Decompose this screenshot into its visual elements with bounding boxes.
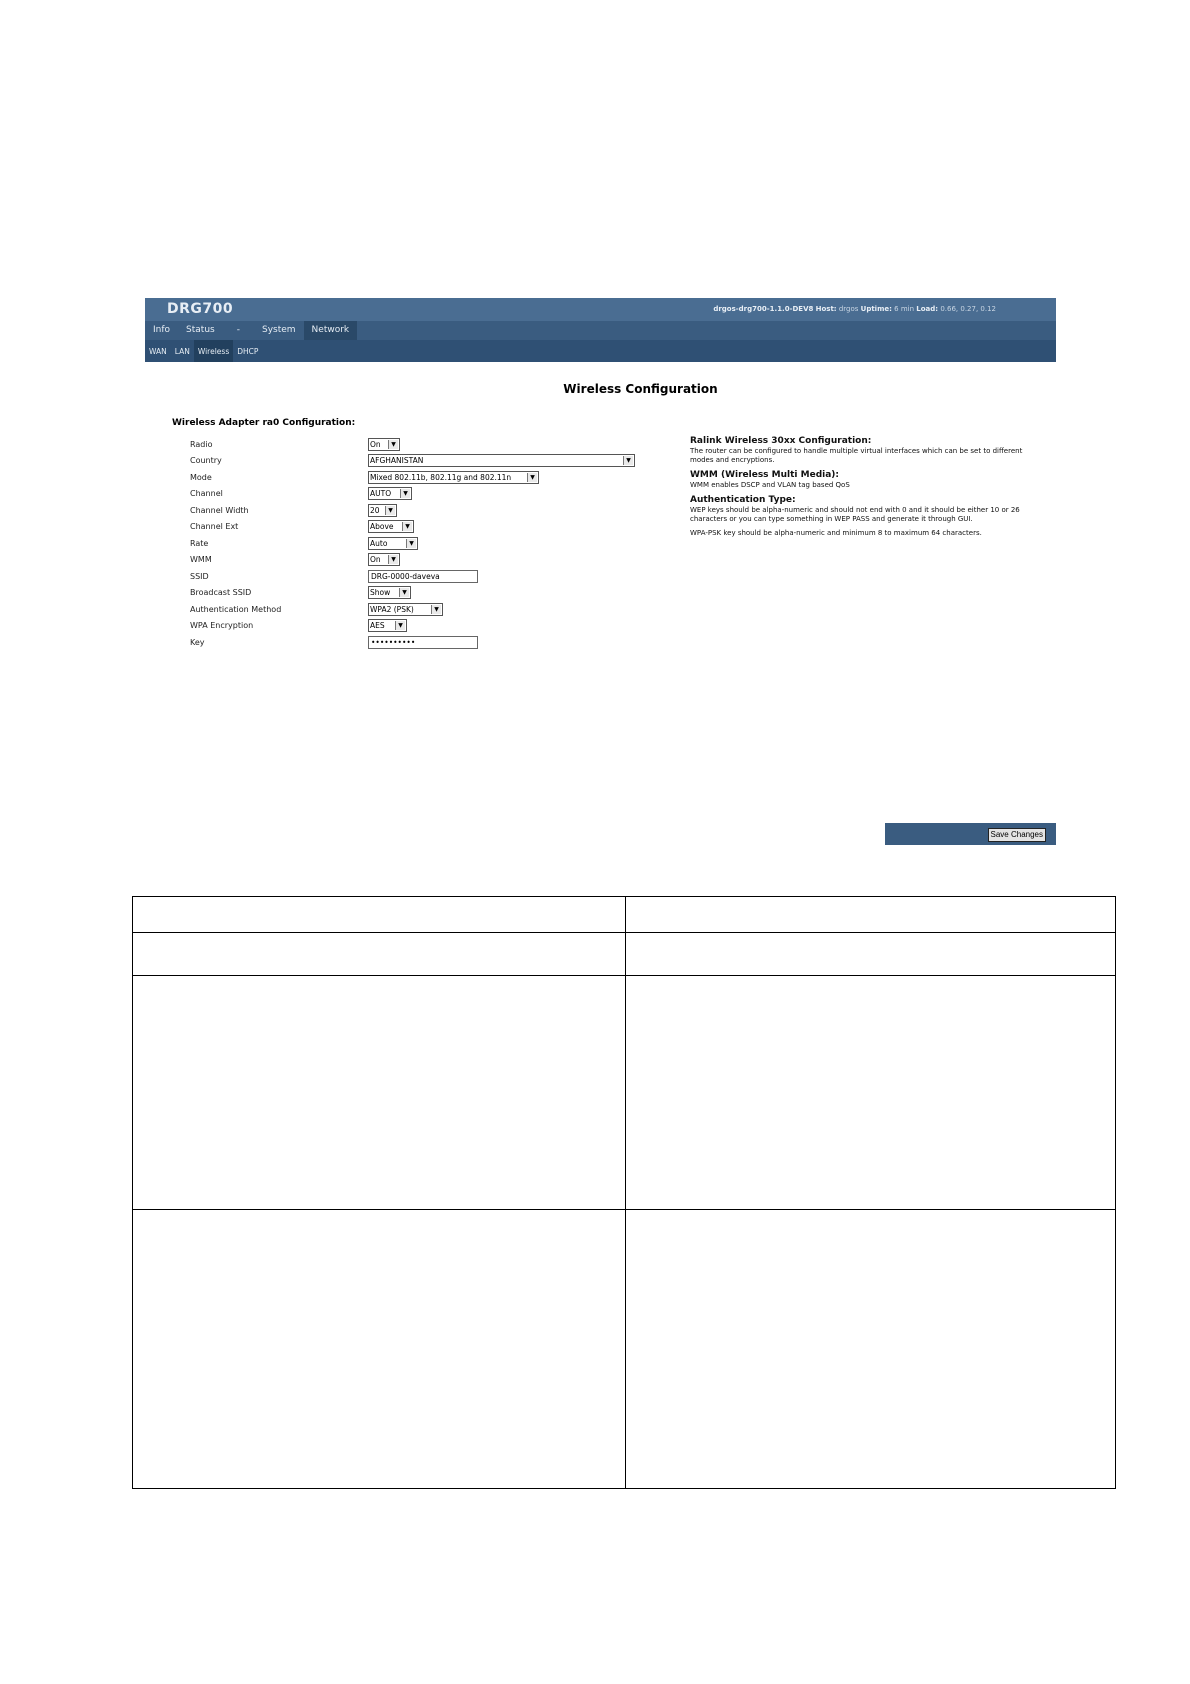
row-channel-width	[190, 502, 635, 519]
sub-nav	[145, 340, 1056, 362]
country-label: Country	[190, 456, 222, 466]
chevron-down-icon: ▼	[388, 440, 398, 449]
chevron-down-icon: ▼	[623, 456, 633, 465]
router-ui	[145, 298, 1056, 839]
table-cell	[626, 933, 1116, 976]
row-channel	[190, 486, 635, 503]
mode-value: Mixed 802.11b, 802.11g and 802.11n	[370, 472, 512, 482]
table-row	[133, 1210, 1116, 1489]
main-nav	[145, 321, 1056, 340]
subnav-wan[interactable]: WAN	[149, 347, 167, 356]
ssid-label: SSID	[190, 571, 209, 581]
channel-ext-label: Channel Ext	[190, 522, 239, 532]
channel-value: AUTO	[370, 489, 392, 499]
country-select[interactable]	[368, 454, 635, 467]
key-input[interactable]: ••••••••••	[368, 636, 478, 649]
country-value: AFGHANISTAN	[370, 456, 424, 466]
help-ralink-title: Ralink Wireless 30xx Configuration:	[690, 436, 872, 446]
document-table	[132, 896, 1116, 1489]
subnav-dhcp[interactable]: DHCP	[237, 347, 259, 356]
row-country	[190, 453, 635, 470]
mode-label: Mode	[190, 472, 212, 482]
channel-width-value: 20	[370, 505, 380, 515]
help-panel	[690, 436, 1040, 543]
rate-label: Rate	[190, 538, 209, 548]
channel-ext-select[interactable]	[368, 520, 414, 533]
wpa-encryption-label: WPA Encryption	[190, 621, 254, 631]
wpa-encryption-value: AES	[370, 621, 385, 631]
save-changes-button[interactable]: Save Changes	[988, 828, 1046, 842]
help-auth-text-wpa: WPA-PSK key should be alpha-numeric and minimum 8 to maximum 64 characters.	[690, 529, 982, 537]
broadcast-ssid-label: Broadcast SSID	[190, 588, 252, 598]
chevron-down-icon: ▼	[527, 473, 537, 482]
host-value: drgos	[838, 305, 859, 313]
row-key	[190, 634, 635, 651]
uptime-label: Uptime:	[860, 305, 892, 313]
rate-value: Auto	[370, 538, 388, 548]
chevron-down-icon: ▼	[400, 489, 410, 498]
nav-separator[interactable]: -	[236, 325, 240, 335]
nav-system[interactable]: System	[261, 325, 296, 335]
row-ssid	[190, 568, 635, 585]
load-label: Load:	[916, 305, 939, 313]
brand-logo: DRG700	[167, 301, 234, 317]
wmm-label: WMM	[190, 555, 212, 565]
table-row	[133, 933, 1116, 976]
help-auth-text-wep: WEP keys should be alpha-numeric and should not end with 0 and it should be either 10 or 26 characters or you can type something in WEP PASS and generate it through GUI.	[690, 506, 1020, 523]
row-rate	[190, 535, 635, 552]
row-broadcast-ssid	[190, 585, 635, 602]
section-title: Wireless Adapter ra0 Configuration:	[172, 418, 356, 428]
row-wpa-encryption	[190, 618, 635, 635]
help-ralink-text: The router can be configured to handle multiple virtual interfaces which can be set to different modes and encryptions.	[690, 447, 1023, 464]
row-auth-method	[190, 601, 635, 618]
subnav-lan[interactable]: LAN	[174, 347, 190, 356]
rate-select[interactable]	[368, 537, 418, 550]
row-channel-ext	[190, 519, 635, 536]
chevron-down-icon: ▼	[385, 506, 395, 515]
table-cell	[133, 1210, 626, 1489]
chevron-down-icon: ▼	[399, 588, 409, 597]
uptime-value: 6 min	[894, 305, 915, 313]
table-row	[133, 976, 1116, 1210]
channel-label: Channel	[190, 489, 223, 499]
chevron-down-icon: ▼	[406, 539, 416, 548]
chevron-down-icon: ▼	[388, 555, 398, 564]
row-wmm	[190, 552, 635, 569]
radio-select[interactable]	[368, 438, 400, 451]
auth-method-select[interactable]	[368, 603, 443, 616]
channel-select[interactable]	[368, 487, 412, 500]
wmm-select[interactable]	[368, 553, 400, 566]
table-row	[133, 897, 1116, 933]
chevron-down-icon: ▼	[395, 621, 405, 630]
table-cell	[626, 1210, 1116, 1489]
chevron-down-icon: ▼	[431, 605, 441, 614]
channel-width-select[interactable]	[368, 504, 397, 517]
wireless-form	[190, 436, 635, 651]
host-label: Host:	[815, 305, 837, 313]
nav-info[interactable]: Info	[153, 325, 171, 335]
auth-method-value: WPA2 (PSK)	[370, 604, 414, 614]
nav-status[interactable]: Status	[186, 325, 215, 335]
table-cell	[626, 976, 1116, 1210]
row-mode	[190, 469, 635, 486]
radio-value: On	[370, 439, 381, 449]
table-cell	[133, 897, 626, 933]
help-wmm-title: WMM (Wireless Multi Media):	[690, 470, 840, 480]
top-bar	[145, 298, 1056, 321]
save-bar	[885, 823, 1056, 845]
wpa-encryption-select[interactable]	[368, 619, 407, 632]
load-value: 0.66, 0.27, 0.12	[940, 305, 996, 313]
mode-select[interactable]	[368, 471, 539, 484]
broadcast-ssid-value: Show	[370, 588, 391, 598]
nav-network[interactable]: Network	[304, 321, 358, 340]
chevron-down-icon: ▼	[402, 522, 412, 531]
wmm-value: On	[370, 555, 381, 565]
key-label: Key	[190, 637, 205, 647]
help-wmm-text: WMM enables DSCP and VLAN tag based QoS	[690, 481, 850, 489]
firmware-version: drgos-drg700-1.1.0-DEV8	[713, 305, 814, 313]
auth-method-label: Authentication Method	[190, 604, 282, 614]
row-radio	[190, 436, 635, 453]
channel-width-label: Channel Width	[190, 505, 249, 515]
table-cell	[133, 976, 626, 1210]
help-auth-title: Authentication Type:	[690, 495, 796, 505]
table-cell	[133, 933, 626, 976]
page-title: Wireless Configuration	[563, 382, 718, 396]
table-cell	[626, 897, 1116, 933]
ssid-input[interactable]: DRG-0000-daveva	[368, 570, 478, 583]
subnav-wireless[interactable]: Wireless	[194, 340, 233, 362]
broadcast-ssid-select[interactable]	[368, 586, 411, 599]
radio-label: Radio	[190, 439, 213, 449]
channel-ext-value: Above	[370, 522, 394, 532]
status-line	[713, 305, 996, 313]
